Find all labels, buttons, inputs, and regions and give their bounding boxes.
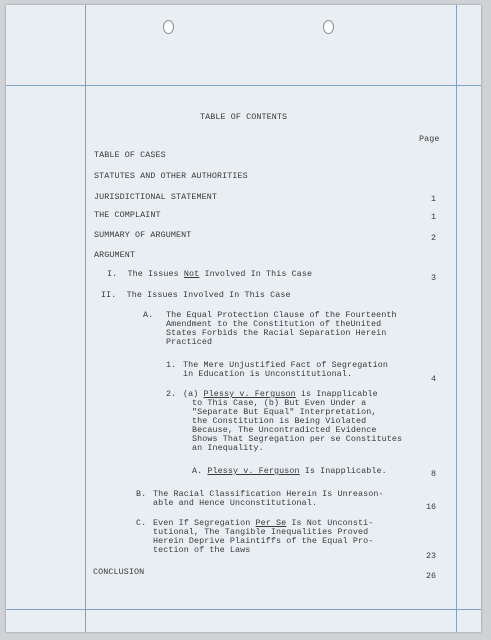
toc-summary: SUMMARY OF ARGUMENT xyxy=(94,230,192,240)
toc-item-c-line: Even If Segregation Per Se Is Not Unconsti- xyxy=(153,518,374,528)
toc-item-a-line: Amendment to the Constitution of theUnited xyxy=(166,319,382,329)
toc-item-b-line: The Racial Classification Herein Is Unreason- xyxy=(153,489,384,499)
bottom-rule-line xyxy=(6,609,481,610)
toc-jurisdictional: JURISDICTIONAL STATEMENT xyxy=(94,192,218,202)
toc-item-a2-line: Shows That Segregation per se Constitutes xyxy=(192,434,403,444)
page-number: 23 xyxy=(425,551,436,561)
toc-item-a2-line: to This Case, (b) But Even Under a xyxy=(192,398,367,408)
toc-item-a-line: The Equal Protection Clause of the Fourteenth xyxy=(166,310,397,320)
toc-conclusion: CONCLUSION xyxy=(93,567,145,577)
page-number: 2 xyxy=(430,233,436,243)
page-number: 16 xyxy=(425,502,436,512)
toc-item-c-line: tutional, The Tangible Inequalities Proved xyxy=(153,527,369,537)
toc-complaint: THE COMPLAINT xyxy=(94,210,161,220)
toc-argument: ARGUMENT xyxy=(94,250,136,260)
toc-statutes: STATUTES AND OTHER AUTHORITIES xyxy=(94,171,248,181)
left-margin-line xyxy=(85,5,86,632)
page-column-header: Page xyxy=(419,134,440,144)
page-number: 4 xyxy=(430,374,436,384)
toc-item-c-letter: C. xyxy=(136,518,147,528)
toc-item-a2a: A. Plessy v. Ferguson Is Inapplicable. xyxy=(192,466,387,476)
toc-item-a1-line: The Mere Unjustified Fact of Segregation xyxy=(183,360,389,370)
page-number: 8 xyxy=(430,469,436,479)
right-margin-line xyxy=(456,5,457,632)
toc-item-a2-line: "Separate But Equal" Interpretation, xyxy=(192,407,377,417)
page-title: TABLE OF CONTENTS xyxy=(200,112,288,122)
toc-item-i: I. The Issues Not Involved In This Case xyxy=(107,269,313,279)
toc-item-ii: II. The Issues Involved In This Case xyxy=(101,290,291,300)
punch-hole-left xyxy=(163,20,174,34)
toc-item-a1-number: 1. xyxy=(166,360,177,370)
toc-item-a-line: Practiced xyxy=(166,337,213,347)
toc-item-c-line: tection of the Laws xyxy=(153,545,251,555)
page-number: 1 xyxy=(430,194,436,204)
top-rule-line xyxy=(6,85,481,86)
punch-hole-right xyxy=(323,20,334,34)
toc-item-a2-number: 2. xyxy=(166,389,177,399)
toc-item-c-line: Herein Deprive Plaintiffs of the Equal Pro- xyxy=(153,536,374,546)
page-number: 1 xyxy=(430,212,436,222)
toc-item-a-letter: A. xyxy=(143,310,154,320)
toc-item-b-line: able and Hence Unconstitutional. xyxy=(153,498,318,508)
toc-item-a2-line: Because, The Uncontradicted Evidence xyxy=(192,425,377,435)
document-page xyxy=(6,5,481,632)
toc-table-of-cases: TABLE OF CASES xyxy=(94,150,166,160)
toc-item-a2-line: the Constitution is Being Violated xyxy=(192,416,367,426)
page-number: 3 xyxy=(430,273,436,283)
toc-item-a1-line: in Education is Unconstitutional. xyxy=(183,369,353,379)
page-number: 26 xyxy=(425,571,436,581)
toc-item-a-line: States Forbids the Racial Separation Herein xyxy=(166,328,387,338)
toc-item-a2-line: (a) Plessy v. Ferguson is Inapplicable xyxy=(183,389,378,399)
toc-item-b-letter: B. xyxy=(136,489,147,499)
toc-item-a2-line: an Inequality. xyxy=(192,443,264,453)
